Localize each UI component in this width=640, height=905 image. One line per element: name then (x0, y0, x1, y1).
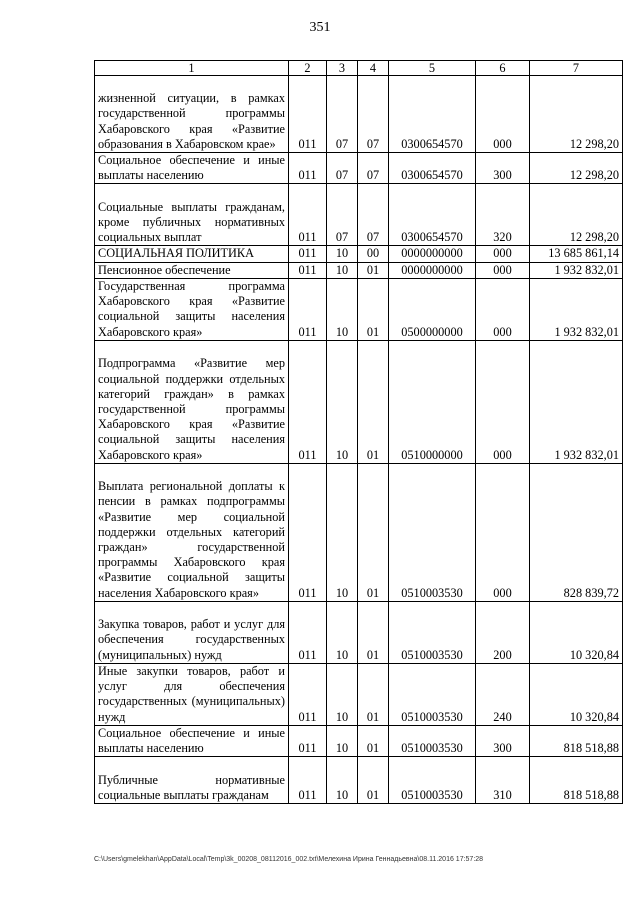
row-subsection-code: 01 (358, 757, 389, 804)
row-expense-type: 300 (476, 153, 530, 184)
table-row (95, 463, 623, 601)
row-expense-type: 000 (476, 262, 530, 278)
column-header: 6 (476, 61, 530, 76)
row-target-article: 0300654570 (389, 153, 476, 184)
row-name: СОЦИАЛЬНАЯ ПОЛИТИКА (95, 246, 289, 262)
row-target-article: 0000000000 (389, 262, 476, 278)
table-row (95, 262, 623, 278)
row-target-article: 0500000000 (389, 278, 476, 340)
row-ministry-code: 011 (289, 663, 327, 725)
row-ministry-code: 011 (289, 153, 327, 184)
table-row (95, 246, 623, 262)
row-expense-type: 000 (476, 340, 530, 463)
row-subsection-code: 01 (358, 278, 389, 340)
row-ministry-code: 011 (289, 725, 327, 756)
table-header-row (95, 61, 623, 76)
row-subsection-code: 01 (358, 340, 389, 463)
table-row (95, 725, 623, 756)
row-amount: 12 298,20 (530, 76, 623, 153)
row-name: Социальные выплаты гражданам, кроме публичных нормативных социальных выплат (95, 184, 289, 246)
column-header: 3 (327, 61, 358, 76)
column-header: 1 (95, 61, 289, 76)
table-row (95, 757, 623, 804)
row-section-code: 10 (327, 340, 358, 463)
table-row (95, 601, 623, 663)
row-amount: 1 932 832,01 (530, 340, 623, 463)
row-section-code: 10 (327, 757, 358, 804)
row-expense-type: 320 (476, 184, 530, 246)
row-ministry-code: 011 (289, 76, 327, 153)
row-expense-type: 300 (476, 725, 530, 756)
row-amount: 12 298,20 (530, 184, 623, 246)
row-name: Социальное обеспечение и иные выплаты населению (95, 153, 289, 184)
row-target-article: 0510003530 (389, 663, 476, 725)
row-subsection-code: 01 (358, 601, 389, 663)
row-section-code: 10 (327, 278, 358, 340)
column-header: 5 (389, 61, 476, 76)
row-target-article: 0510003530 (389, 725, 476, 756)
row-subsection-code: 07 (358, 76, 389, 153)
row-expense-type: 240 (476, 663, 530, 725)
table-row (95, 278, 623, 340)
row-section-code: 10 (327, 601, 358, 663)
row-amount: 10 320,84 (530, 663, 623, 725)
page-number: 351 (309, 20, 331, 35)
row-target-article: 0510003530 (389, 601, 476, 663)
row-expense-type: 310 (476, 757, 530, 804)
row-section-code: 07 (327, 153, 358, 184)
row-expense-type: 000 (476, 278, 530, 340)
table-row (95, 76, 623, 153)
row-ministry-code: 011 (289, 463, 327, 601)
row-target-article: 0300654570 (389, 76, 476, 153)
row-target-article: 0510000000 (389, 340, 476, 463)
row-name: Иные закупки товаров, работ и услуг для обеспечения государственных (муниципальных) нужд (95, 663, 289, 725)
row-name: Подпрограмма «Развитие мер социальной поддержки отдельных категорий граждан» в рамках государственной программы Хабаровского края «Развитие социальной защиты населения Хабаровского края» (95, 340, 289, 463)
row-subsection-code: 01 (358, 262, 389, 278)
table-row (95, 184, 623, 246)
row-target-article: 0510003530 (389, 757, 476, 804)
row-name: Государственная программа Хабаровского края «Развитие социальной защиты населения Хабаровского края» (95, 278, 289, 340)
row-section-code: 10 (327, 246, 358, 262)
row-target-article: 0300654570 (389, 184, 476, 246)
table-row (95, 663, 623, 725)
row-ministry-code: 011 (289, 757, 327, 804)
table-row (95, 153, 623, 184)
row-section-code: 07 (327, 184, 358, 246)
row-subsection-code: 01 (358, 725, 389, 756)
row-section-code: 10 (327, 663, 358, 725)
row-section-code: 10 (327, 725, 358, 756)
row-section-code: 10 (327, 262, 358, 278)
row-ministry-code: 011 (289, 340, 327, 463)
row-name: Социальное обеспечение и иные выплаты населению (95, 725, 289, 756)
row-subsection-code: 00 (358, 246, 389, 262)
row-name: Закупка товаров, работ и услуг для обеспечения государственных (муниципальных) нужд (95, 601, 289, 663)
row-amount: 1 932 832,01 (530, 262, 623, 278)
row-name: жизненной ситуации, в рамках государственной программы Хабаровского края «Развитие образования в Хабаровском крае» (95, 76, 289, 153)
row-target-article: 0000000000 (389, 246, 476, 262)
row-ministry-code: 011 (289, 184, 327, 246)
row-expense-type: 000 (476, 246, 530, 262)
row-amount: 10 320,84 (530, 601, 623, 663)
column-header: 4 (358, 61, 389, 76)
row-subsection-code: 01 (358, 663, 389, 725)
row-subsection-code: 01 (358, 463, 389, 601)
row-expense-type: 000 (476, 463, 530, 601)
row-amount: 818 518,88 (530, 725, 623, 756)
row-ministry-code: 011 (289, 601, 327, 663)
row-section-code: 10 (327, 463, 358, 601)
row-section-code: 07 (327, 76, 358, 153)
row-amount: 818 518,88 (530, 757, 623, 804)
row-target-article: 0510003530 (389, 463, 476, 601)
row-name: Выплата региональной доплаты к пенсии в рамках подпрограммы «Развитие мер социальной поддержки отдельных категорий граждан» государственной программы Хабаровского края «Развитие социальной защиты населения Хабаровского края» (95, 463, 289, 601)
row-ministry-code: 011 (289, 246, 327, 262)
budget-table (94, 60, 623, 804)
row-name: Пенсионное обеспечение (95, 262, 289, 278)
row-expense-type: 000 (476, 76, 530, 153)
row-amount: 12 298,20 (530, 153, 623, 184)
column-header: 2 (289, 61, 327, 76)
column-header: 7 (530, 61, 623, 76)
footer-file-path: C:\Users\gmelekhan\AppData\Local\Temp\3k_00208_08112016_002.txt\Мелехина Ирина Геннадьевна\08.11.2016 17:57:28 (94, 856, 484, 863)
row-ministry-code: 011 (289, 278, 327, 340)
row-subsection-code: 07 (358, 184, 389, 246)
row-name: Публичные нормативные социальные выплаты гражданам (95, 757, 289, 804)
row-expense-type: 200 (476, 601, 530, 663)
row-ministry-code: 011 (289, 262, 327, 278)
row-subsection-code: 07 (358, 153, 389, 184)
row-amount: 828 839,72 (530, 463, 623, 601)
table-row (95, 340, 623, 463)
row-amount: 13 685 861,14 (530, 246, 623, 262)
row-amount: 1 932 832,01 (530, 278, 623, 340)
